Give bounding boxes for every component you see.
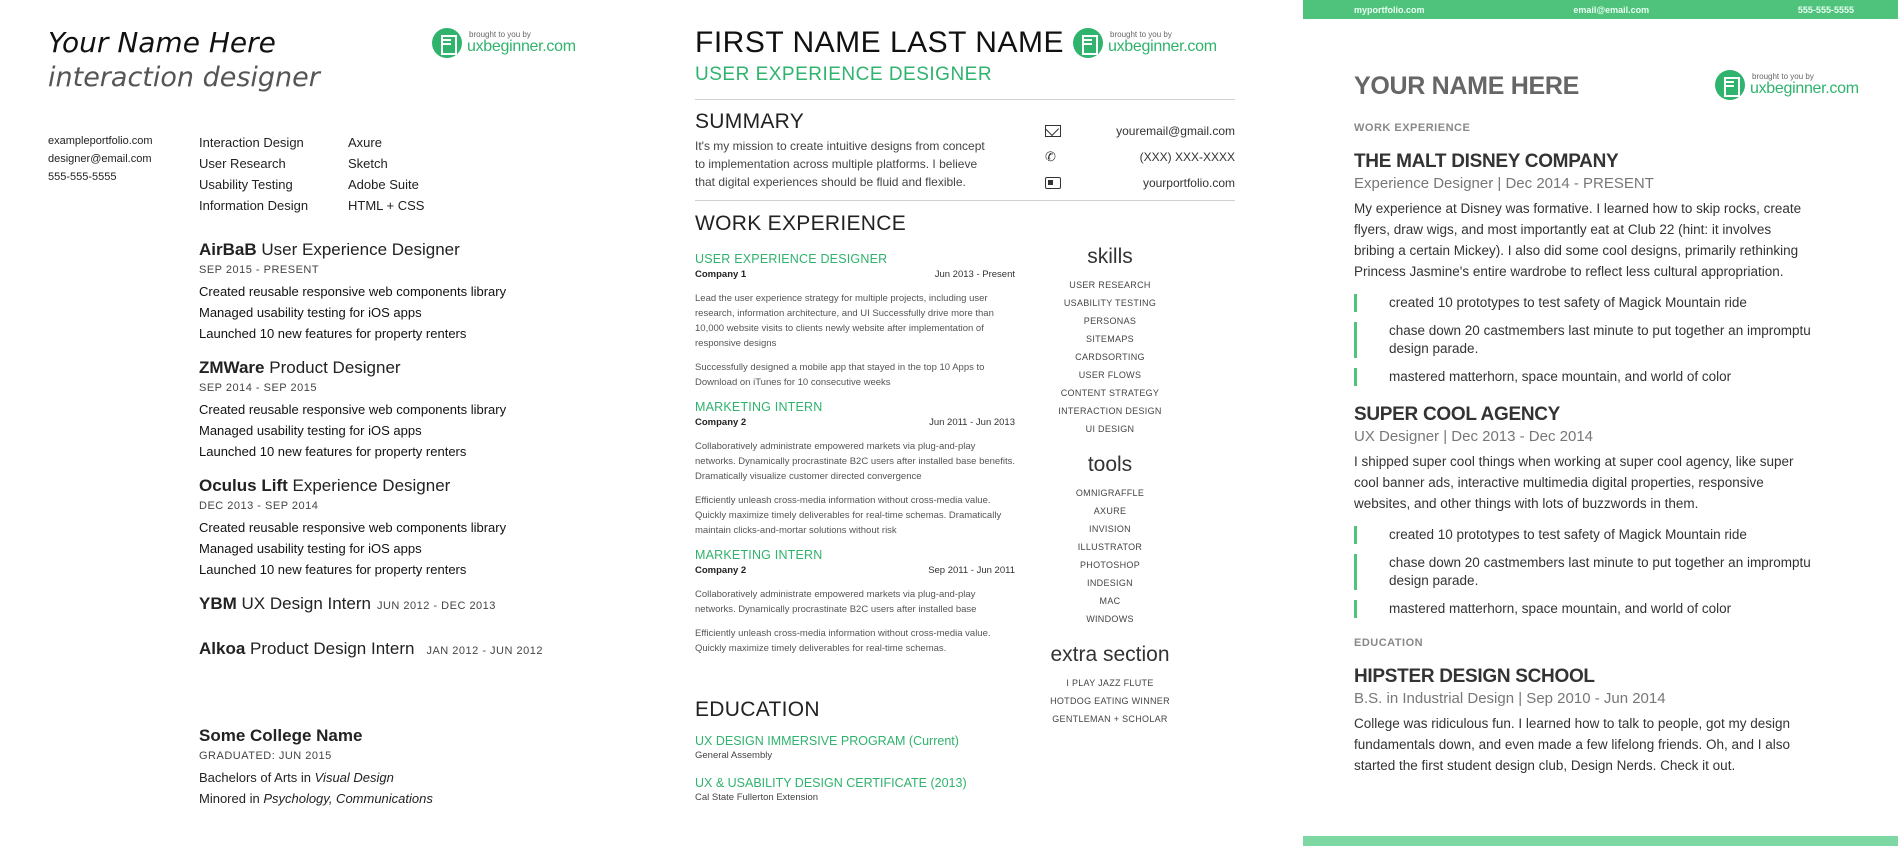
tool-item: HTML + CSS — [348, 198, 425, 213]
divider — [695, 200, 1235, 201]
resume-role: interaction designer — [48, 62, 320, 93]
job-entry — [1354, 151, 1814, 386]
work-role: MARKETING INTERN — [695, 400, 823, 414]
skill-item: UI DESIGN — [1085, 424, 1135, 434]
contact-email: youremail@gmail.com — [1116, 124, 1235, 138]
job-dates: DEC 2013 - SEP 2014 — [199, 500, 319, 512]
skill-item: SITEMAPS — [1086, 334, 1134, 344]
tool-item: INDESIGN — [1087, 578, 1133, 588]
resume-content — [1354, 121, 1814, 788]
education-list — [695, 733, 1015, 817]
brand-name: uxbeginner.com — [1108, 38, 1217, 55]
work-heading: WORK EXPERIENCE — [1354, 122, 1471, 134]
job-subtitle: Experience Designer | Dec 2014 - PRESENT — [1354, 175, 1654, 192]
company-name: AirBaB — [199, 240, 257, 259]
job-entry — [199, 238, 639, 344]
graduation-date: GRADUATED: JUN 2015 — [199, 750, 332, 762]
job-subtitle: UX Designer | Dec 2013 - Dec 2014 — [1354, 428, 1594, 445]
contact-block — [48, 132, 153, 186]
job-line: Launched 10 new features for property renters — [199, 562, 467, 577]
tool-item: Sketch — [348, 156, 388, 171]
brand-tagline: brought to you by — [1752, 72, 1814, 81]
email-link[interactable]: email@email.com — [1573, 4, 1650, 15]
company-name: THE MALT DISNEY COMPANY — [1354, 151, 1619, 172]
work-paragraph: Successfully designed a mobile app that stayed in the top 10 Apps to Download on iTunes for 10 consecutive weeks — [695, 362, 985, 388]
extra-item: GENTLEMAN + SCHOLAR — [1052, 714, 1168, 724]
job-line: Launched 10 new features for property renters — [199, 444, 467, 459]
job-bullet: chase down 20 castmembers last minute to put together an impromptu design parade. — [1354, 554, 1814, 590]
brand-badge[interactable] — [1715, 70, 1859, 100]
tools-heading: tools — [1087, 453, 1133, 476]
work-paragraph: Efficiently unleash cross-media information without cross-media value. Quickly maximize timely deliverables for real-time schemas. — [695, 628, 991, 654]
work-entry — [695, 547, 1015, 656]
phone-number: 555-555-5555 — [48, 171, 117, 183]
experience-list — [199, 238, 639, 663]
resume-template-2 — [655, 0, 1303, 846]
skill-item: CARDSORTING — [1075, 352, 1145, 362]
work-company: Company 1 — [695, 269, 747, 280]
work-company: Company 2 — [695, 417, 747, 428]
job-line: Created reusable responsive web components library — [199, 520, 507, 535]
school-name: Some College Name — [199, 726, 363, 745]
work-entry — [695, 251, 1015, 390]
degree-prefix: Bachelors of Arts in — [199, 770, 315, 785]
tool-item: OMNIGRAFFLE — [1075, 488, 1145, 498]
job-dates: SEP 2015 - PRESENT — [199, 264, 320, 276]
tool-item: Axure — [348, 135, 382, 150]
intern-dates: JAN 2012 - JUN 2012 — [426, 645, 543, 657]
job-description: I shipped super cool things when working at super cool agency, like super cool banner ads, interactive multimedia digital properties, responsive websites, and other things with lots of buzzwords in them. — [1354, 454, 1794, 511]
skill-item: USER FLOWS — [1078, 370, 1142, 380]
skills-heading: skills — [1087, 245, 1133, 268]
uxbeginner-logo-icon — [1073, 28, 1103, 58]
job-line: Launched 10 new features for property renters — [199, 326, 467, 341]
work-heading: WORK EXPERIENCE — [695, 212, 907, 235]
job-entry — [199, 356, 639, 462]
tool-item: PHOTOSHOP — [1079, 560, 1141, 570]
job-line: Managed usability testing for iOS apps — [199, 305, 422, 320]
sidebar-sections — [1040, 244, 1180, 728]
job-dates: SEP 2014 - SEP 2015 — [199, 382, 317, 394]
company-name: ZMWare — [199, 358, 265, 377]
resume-title: USER EXPERIENCE DESIGNER — [695, 64, 993, 85]
phone-icon: ✆ — [1045, 149, 1056, 164]
intern-title: Product Design Intern — [250, 639, 415, 658]
education-program: UX DESIGN IMMERSIVE PROGRAM (Current) — [695, 734, 959, 748]
summary-text: It's my mission to create intuitive designs from concept to implementation across multiple platforms. I believe that digital experiences should be fluid and flexible. — [695, 139, 985, 189]
skills-grid — [199, 132, 448, 216]
degree-line — [199, 767, 639, 788]
job-line: Managed usability testing for iOS apps — [199, 423, 422, 438]
portfolio-link[interactable]: exampleportfolio.com — [48, 135, 153, 147]
job-bullet: created 10 prototypes to test safety of Magick Mountain ride — [1354, 526, 1814, 544]
contact-portfolio: yourportfolio.com — [1142, 176, 1235, 190]
job-title: User Experience Designer — [261, 240, 460, 259]
education-heading: EDUCATION — [1354, 637, 1424, 649]
skill-item: INTERACTION DESIGN — [1058, 406, 1162, 416]
degree-subtitle: B.S. in Industrial Design | Sep 2010 - Jun 2014 — [1354, 690, 1666, 707]
minor-subjects: Psychology, Communications — [263, 791, 433, 806]
work-dates: Jun 2013 - Present — [934, 269, 1015, 280]
brand-name: uxbeginner.com — [1750, 80, 1859, 97]
uxbeginner-logo-icon — [1715, 70, 1745, 100]
skill-item: CONTENT STRATEGY — [1060, 388, 1160, 398]
uxbeginner-logo-icon — [432, 28, 462, 58]
work-list — [695, 251, 1015, 665]
tool-item: AXURE — [1093, 506, 1127, 516]
tool-item: Adobe Suite — [348, 177, 419, 192]
education-entry — [1354, 666, 1814, 776]
resume-template-1 — [0, 0, 655, 846]
work-dates: Jun 2011 - Jun 2013 — [929, 417, 1015, 428]
work-paragraph: Efficiently unleash cross-media information without cross-media value. Quickly maximize timely deliverables for real-time schemas. Dramatically maintain clicks-and-mortar solutions without risk — [695, 495, 1002, 536]
brand-tagline: brought to you by — [469, 30, 531, 39]
resume-name: YOUR NAME HERE — [1354, 72, 1579, 100]
portfolio-link[interactable]: myportfolio.com — [1354, 4, 1425, 15]
job-bullet: chase down 20 castmembers last minute to put together an impromptu design parade. — [1354, 322, 1814, 358]
job-entry — [1354, 404, 1814, 618]
company-name: YBM — [199, 594, 237, 613]
extra-item: HOTDOG EATING WINNER — [1050, 696, 1170, 706]
brand-tagline: brought to you by — [1110, 30, 1172, 39]
intern-title: UX Design Intern — [241, 594, 371, 613]
education-heading: EDUCATION — [695, 698, 820, 721]
job-heading — [199, 356, 639, 380]
resume-name: Your Name Here — [48, 26, 276, 59]
job-bullet: created 10 prototypes to test safety of Magick Mountain ride — [1354, 294, 1814, 312]
company-name: Alkoa — [199, 639, 246, 658]
minor-prefix: Minored in — [199, 791, 264, 806]
job-title: Product Designer — [269, 358, 401, 377]
company-name: SUPER COOL AGENCY — [1354, 404, 1561, 425]
skill-item: PERSONAS — [1083, 316, 1137, 326]
skill-item: User Research — [199, 156, 286, 171]
work-paragraph: Lead the user experience strategy for multiple projects, including user research, information architecture, and UI Successfully drive more than 10,000 website visits to clients newly website after implementation of responsive designs — [695, 293, 994, 349]
minor-line — [199, 788, 639, 809]
intern-entry — [199, 637, 639, 663]
extra-heading: extra section — [1050, 643, 1170, 666]
tool-item: MAC — [1099, 596, 1121, 606]
tool-item: INVISION — [1089, 524, 1131, 534]
tool-item: ILLUSTRATOR — [1077, 542, 1143, 552]
education-school: General Assembly — [695, 750, 773, 761]
intern-dates: JUN 2012 - DEC 2013 — [376, 600, 496, 612]
job-entry — [199, 474, 639, 580]
email-link[interactable]: designer@email.com — [48, 153, 152, 165]
school-name: HIPSTER DESIGN SCHOOL — [1354, 666, 1595, 687]
contact-block — [1045, 118, 1235, 196]
brand-badge[interactable] — [432, 28, 576, 58]
work-company: Company 2 — [695, 565, 747, 576]
contact-portfolio-row[interactable] — [1045, 170, 1235, 196]
resume-name: FIRST NAME LAST NAME — [695, 26, 1064, 59]
company-name: Oculus Lift — [199, 476, 288, 495]
job-title: Experience Designer — [292, 476, 451, 495]
job-line: Created reusable responsive web components library — [199, 284, 507, 299]
job-heading — [199, 238, 639, 262]
brand-badge[interactable] — [1073, 28, 1217, 58]
education-program: UX & USABILITY DESIGN CERTIFICATE (2013) — [695, 776, 967, 790]
work-role: USER EXPERIENCE DESIGNER — [695, 252, 888, 266]
tool-item: WINDOWS — [1086, 614, 1134, 624]
footer-bar — [1303, 836, 1898, 846]
skill-item: USER RESEARCH — [1069, 280, 1151, 290]
work-entry — [695, 399, 1015, 538]
divider — [695, 99, 1235, 100]
work-dates: Sep 2011 - Jun 2011 — [928, 565, 1015, 576]
work-role: MARKETING INTERN — [695, 548, 823, 562]
phone-number: 555-555-5555 — [1797, 4, 1854, 15]
extra-item: I PLAY JAZZ FLUTE — [1066, 678, 1154, 688]
skill-item: Information Design — [199, 198, 309, 213]
work-paragraph: Collaboratively administrate empowered markets via plug-and-play networks. Dynamically procrastinate B2C users after installed base — [695, 589, 977, 615]
envelope-icon — [1045, 125, 1061, 137]
work-paragraph: Collaboratively administrate empowered markets via plug-and-play networks. Dynamically procrastinate B2C users after installed base benefits. Dramatically visualize customer directed convergence — [695, 441, 1015, 482]
contact-email-row[interactable] — [1045, 118, 1235, 144]
skill-item: Usability Testing — [199, 177, 293, 192]
contact-bar — [1303, 0, 1898, 19]
contact-phone-row — [1045, 144, 1235, 170]
brand-name: uxbeginner.com — [467, 38, 576, 55]
education-block — [199, 724, 639, 809]
resume-template-3 — [1303, 0, 1898, 846]
job-heading — [199, 474, 639, 498]
summary-heading: SUMMARY — [695, 110, 805, 133]
education-school: Cal State Fullerton Extension — [695, 792, 819, 803]
skill-item: USABILITY TESTING — [1063, 298, 1157, 308]
job-bullet: mastered matterhorn, space mountain, and world of color — [1354, 368, 1814, 386]
education-description: College was ridiculous fun. I learned how to talk to people, got my design fundamentals down, and even made a few lifelong friends. Oh, and I also started the first student design club, Design Nerds. Check it out. — [1354, 716, 1791, 773]
job-bullet: mastered matterhorn, space mountain, and world of color — [1354, 600, 1814, 618]
degree-major: Visual Design — [314, 770, 394, 785]
job-line: Managed usability testing for iOS apps — [199, 541, 422, 556]
contact-phone: (XXX) XXX-XXXX — [1139, 150, 1235, 164]
job-line: Created reusable responsive web components library — [199, 402, 507, 417]
job-description: My experience at Disney was formative. I learned how to skip rocks, create flyers, draw wigs, and most importantly eat at Club 22 (hint: it involves bribing a certain Mickey). I also did some cool designs, primarily rethinking Princess Jasmine's entire wardrobe to reflect less cultural appropriation. — [1354, 201, 1802, 279]
card-icon — [1045, 177, 1061, 189]
intern-entry — [199, 592, 639, 618]
skill-item: Interaction Design — [199, 135, 304, 150]
